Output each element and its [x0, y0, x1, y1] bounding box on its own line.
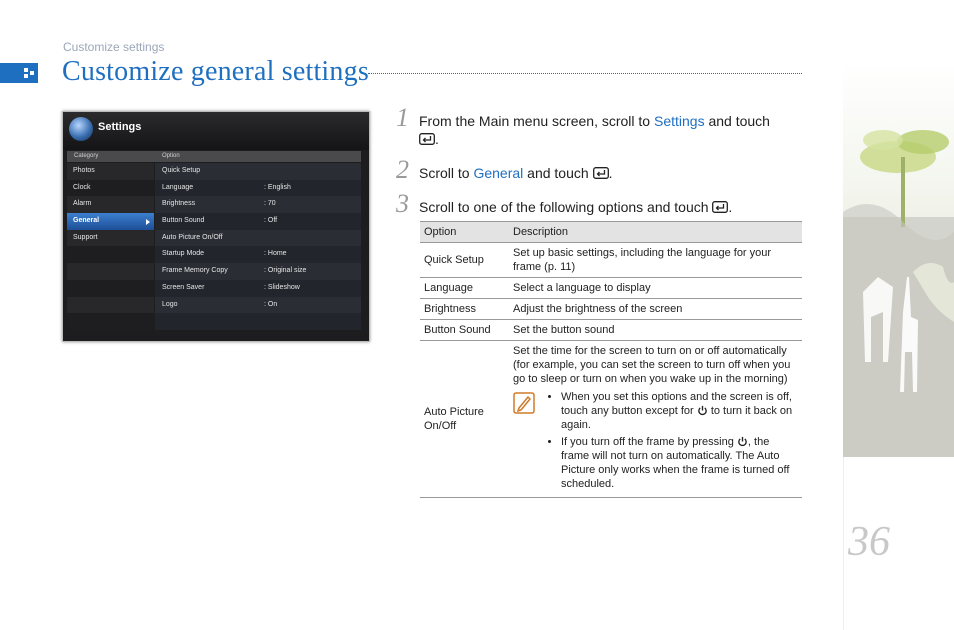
settings-gear-icon [69, 117, 93, 141]
power-icon [737, 436, 748, 447]
option-value: : On [264, 300, 278, 308]
table-row [420, 278, 802, 299]
step-text-part: and touch [704, 113, 770, 129]
option-name: Quick Setup [162, 167, 201, 174]
table-header-description: Description [509, 222, 802, 243]
table-row [420, 299, 802, 320]
table-row [420, 320, 802, 341]
page-title: Customize general settings [62, 56, 369, 87]
menu-name-settings: Settings [653, 113, 705, 129]
note-pencil-icon [513, 392, 535, 414]
note-text: When you set this options and the screen is off, touch any button except for [561, 391, 792, 417]
option-name: Language [162, 183, 194, 191]
step-text-end: . [435, 131, 439, 147]
option-value: : Off [264, 217, 278, 225]
option-cell: Quick Setup [420, 243, 509, 278]
menu-name-general: General [473, 165, 524, 181]
step-text [419, 198, 799, 216]
option-cell: Button Sound [420, 320, 509, 341]
option-value: : English [264, 183, 291, 191]
option-value: : Slideshow [264, 283, 300, 291]
category-empty-row [67, 280, 154, 297]
table-header-option: Option [420, 222, 509, 243]
note-text: If you turn off the frame by pressing [561, 436, 734, 448]
description-cell: Select a language to display [509, 278, 802, 299]
title-divider [368, 73, 802, 74]
option-row[interactable] [155, 280, 361, 297]
option-value: : Original size [264, 267, 307, 275]
note-item [561, 435, 798, 491]
note-box [513, 390, 798, 491]
description-cell: Set the button sound [509, 320, 802, 341]
section-icon [24, 68, 34, 78]
step-text [419, 164, 799, 182]
power-icon [697, 405, 708, 416]
section-tab-marker [0, 63, 38, 83]
category-item-support[interactable]: Support [67, 230, 154, 247]
note-text: to turn it back on again. [561, 405, 793, 431]
option-cell: Language [420, 278, 509, 299]
option-name: Frame Memory Copy [162, 267, 228, 275]
category-item-label: General [73, 217, 100, 225]
category-empty-row [67, 313, 154, 330]
chevron-right-icon [146, 219, 150, 225]
category-list [67, 163, 154, 333]
decorative-savanna-image [843, 62, 954, 457]
step-text-part: From the Main menu screen, scroll to [419, 113, 654, 129]
step-number: 2 [396, 155, 409, 184]
option-row[interactable] [155, 246, 361, 263]
step-text-part: Scroll to one of the following options and touch [419, 199, 709, 215]
table-row [420, 341, 802, 498]
step-text-end: . [608, 165, 613, 181]
enter-icon [419, 133, 435, 145]
margin-rule [843, 457, 844, 630]
step-text-part: Scroll to [419, 165, 474, 181]
category-empty-row [67, 263, 154, 280]
option-name: Screen Saver [162, 283, 205, 291]
option-empty-row [155, 313, 361, 330]
option-row[interactable] [155, 180, 361, 197]
option-name: Button Sound [162, 217, 205, 225]
category-item-alarm[interactable]: Alarm [67, 196, 154, 213]
note-item [561, 390, 798, 432]
option-name: Auto Picture On/Off [162, 233, 223, 241]
settings-header [63, 112, 369, 150]
page-number: 36 [848, 519, 890, 565]
category-item-clock[interactable]: Clock [67, 180, 154, 197]
option-name: Logo [162, 300, 178, 308]
settings-header-title: Settings [98, 121, 142, 133]
description-cell [509, 341, 802, 498]
category-column-label: Category [74, 153, 99, 159]
breadcrumb: Customize settings [63, 40, 165, 54]
option-row[interactable] [155, 263, 361, 280]
option-name: Brightness [162, 200, 196, 208]
category-item-general[interactable] [67, 213, 154, 230]
option-cell: Auto Picture On/Off [420, 341, 509, 498]
description-text: Set the time for the screen to turn on or off automatically (for example, you can set the screen to turn off when you go to sleep or turn on when you wake up in the morning) [513, 345, 791, 385]
step-text-part: and touch [523, 165, 589, 181]
settings-column-header [67, 151, 361, 162]
note-list [549, 390, 798, 491]
description-cell: Adjust the brightness of the screen [509, 299, 802, 320]
enter-icon [712, 201, 728, 213]
step-number: 1 [396, 103, 409, 132]
option-row[interactable] [155, 163, 361, 180]
category-item-photos[interactable]: Photos [67, 163, 154, 180]
description-cell: Set up basic settings, including the language for your frame (p. 11) [509, 243, 802, 278]
option-list [155, 163, 361, 333]
step-text-end: . [728, 199, 733, 215]
enter-icon [593, 167, 609, 179]
option-row[interactable] [155, 230, 361, 247]
option-cell: Brightness [420, 299, 509, 320]
option-value: : Home [264, 250, 287, 258]
options-table [420, 221, 802, 498]
option-row[interactable] [155, 213, 361, 230]
table-header-row [420, 222, 802, 243]
step-number: 3 [396, 189, 409, 218]
option-column-label: Option [162, 153, 180, 159]
category-empty-row [67, 297, 154, 314]
option-row[interactable] [155, 196, 361, 213]
category-empty-row [67, 246, 154, 263]
step-text [419, 112, 799, 148]
option-row[interactable] [155, 297, 361, 314]
option-value: : 70 [264, 200, 276, 208]
table-row [420, 243, 802, 278]
note-text: , the frame will not turn on automatically. The Auto Picture only works when the frame is turned off scheduled. [561, 436, 790, 490]
option-name: Startup Mode [162, 250, 205, 258]
settings-screenshot [62, 111, 370, 342]
